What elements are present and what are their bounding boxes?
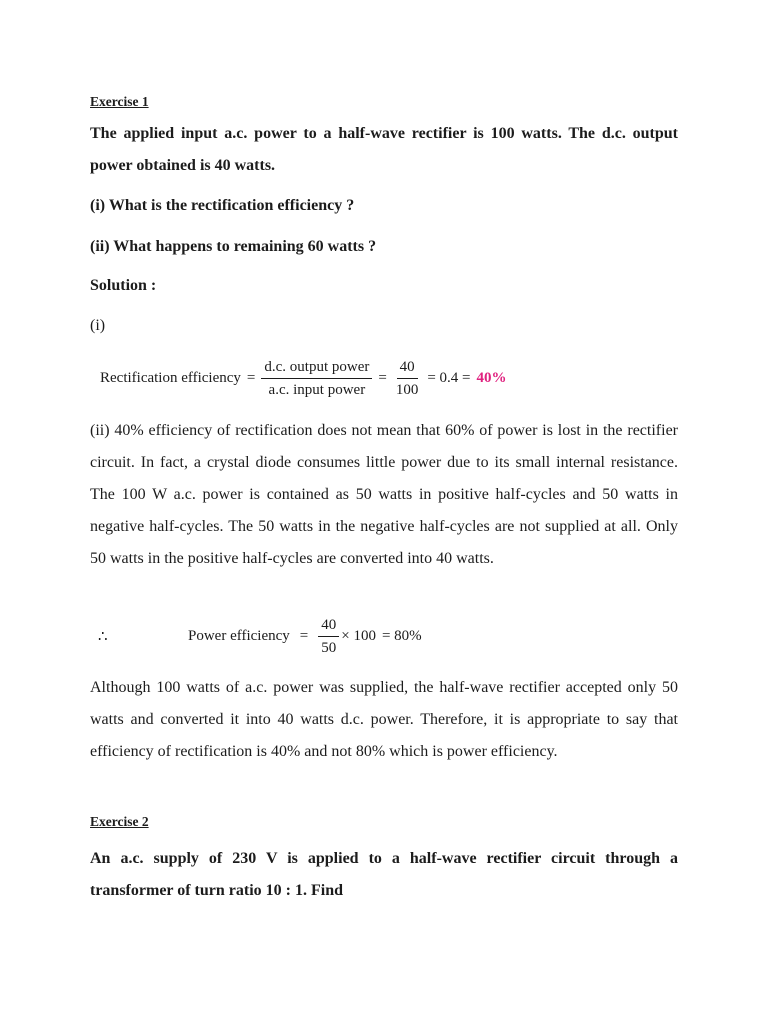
multiplier: × 100 — [341, 628, 376, 644]
part-1-label: (i) — [90, 317, 106, 334]
exercise-2-heading: Exercise 2 — [90, 814, 149, 829]
conclusion-paragraph: Although 100 watts of a.c. power was supplied, the half-wave rectifier accepted only 50 watts and converted it into 40 watts d.c. power. Therefore, it is appropriate to say that efficiency of rectification is 40% and not 80% which is power efficiency. — [90, 679, 678, 760]
part-2-explanation: (ii) 40% efficiency of rectification does not mean that 60% of power is lost in the rectifier circuit. In fact, a crystal diode consumes little power due to its small internal resistance. The 100 W a.c. power is contained as 50 watts in positive half-cycles and 50 watts in negative half-cycles. The 50 watts in the negative half-cycles are not supplied at all. Only 50 watts in the positive half-cycles are converted into 40 watts. — [90, 422, 678, 567]
therefore-symbol: ∴ — [98, 629, 108, 645]
power-fraction — [318, 616, 339, 657]
value-fraction — [393, 358, 422, 399]
question-1: (i) What is the rectification efficiency ? — [90, 197, 355, 214]
fraction-numerator: 40 — [397, 358, 418, 379]
equals-sign: = — [299, 628, 309, 644]
equation-lhs: Power efficiency — [188, 628, 290, 644]
exercise-1-problem: The applied input a.c. power to a half-wave rectifier is 100 watts. The d.c. output power obtained is 40 watts. — [90, 125, 678, 174]
power-fraction — [261, 358, 372, 399]
fraction-numerator: 40 — [318, 616, 339, 637]
power-efficiency-equation — [98, 616, 428, 657]
equals-sign: = — [378, 370, 387, 386]
rectification-efficiency-equation — [100, 358, 507, 399]
exercise-1-heading: Exercise 1 — [90, 94, 149, 109]
equals-result: = 80% — [381, 628, 422, 644]
fraction-denominator: 50 — [321, 640, 337, 656]
equation-lhs: Rectification efficiency — [100, 370, 241, 386]
equals-sign: = — [246, 370, 256, 386]
fraction-denominator: 100 — [395, 382, 419, 398]
efficiency-result: 40% — [476, 370, 507, 386]
question-2: (ii) What happens to remaining 60 watts ? — [90, 238, 377, 255]
exercise-2-problem: An a.c. supply of 230 V is applied to a half-wave rectifier circuit through a transformer of turn ratio 10 : 1. Find — [90, 850, 678, 899]
fraction-numerator: d.c. output power — [261, 358, 372, 379]
solution-label: Solution : — [90, 277, 157, 294]
fraction-denominator: a.c. input power — [268, 382, 366, 398]
equals-result: = 0.4 = — [427, 370, 471, 386]
